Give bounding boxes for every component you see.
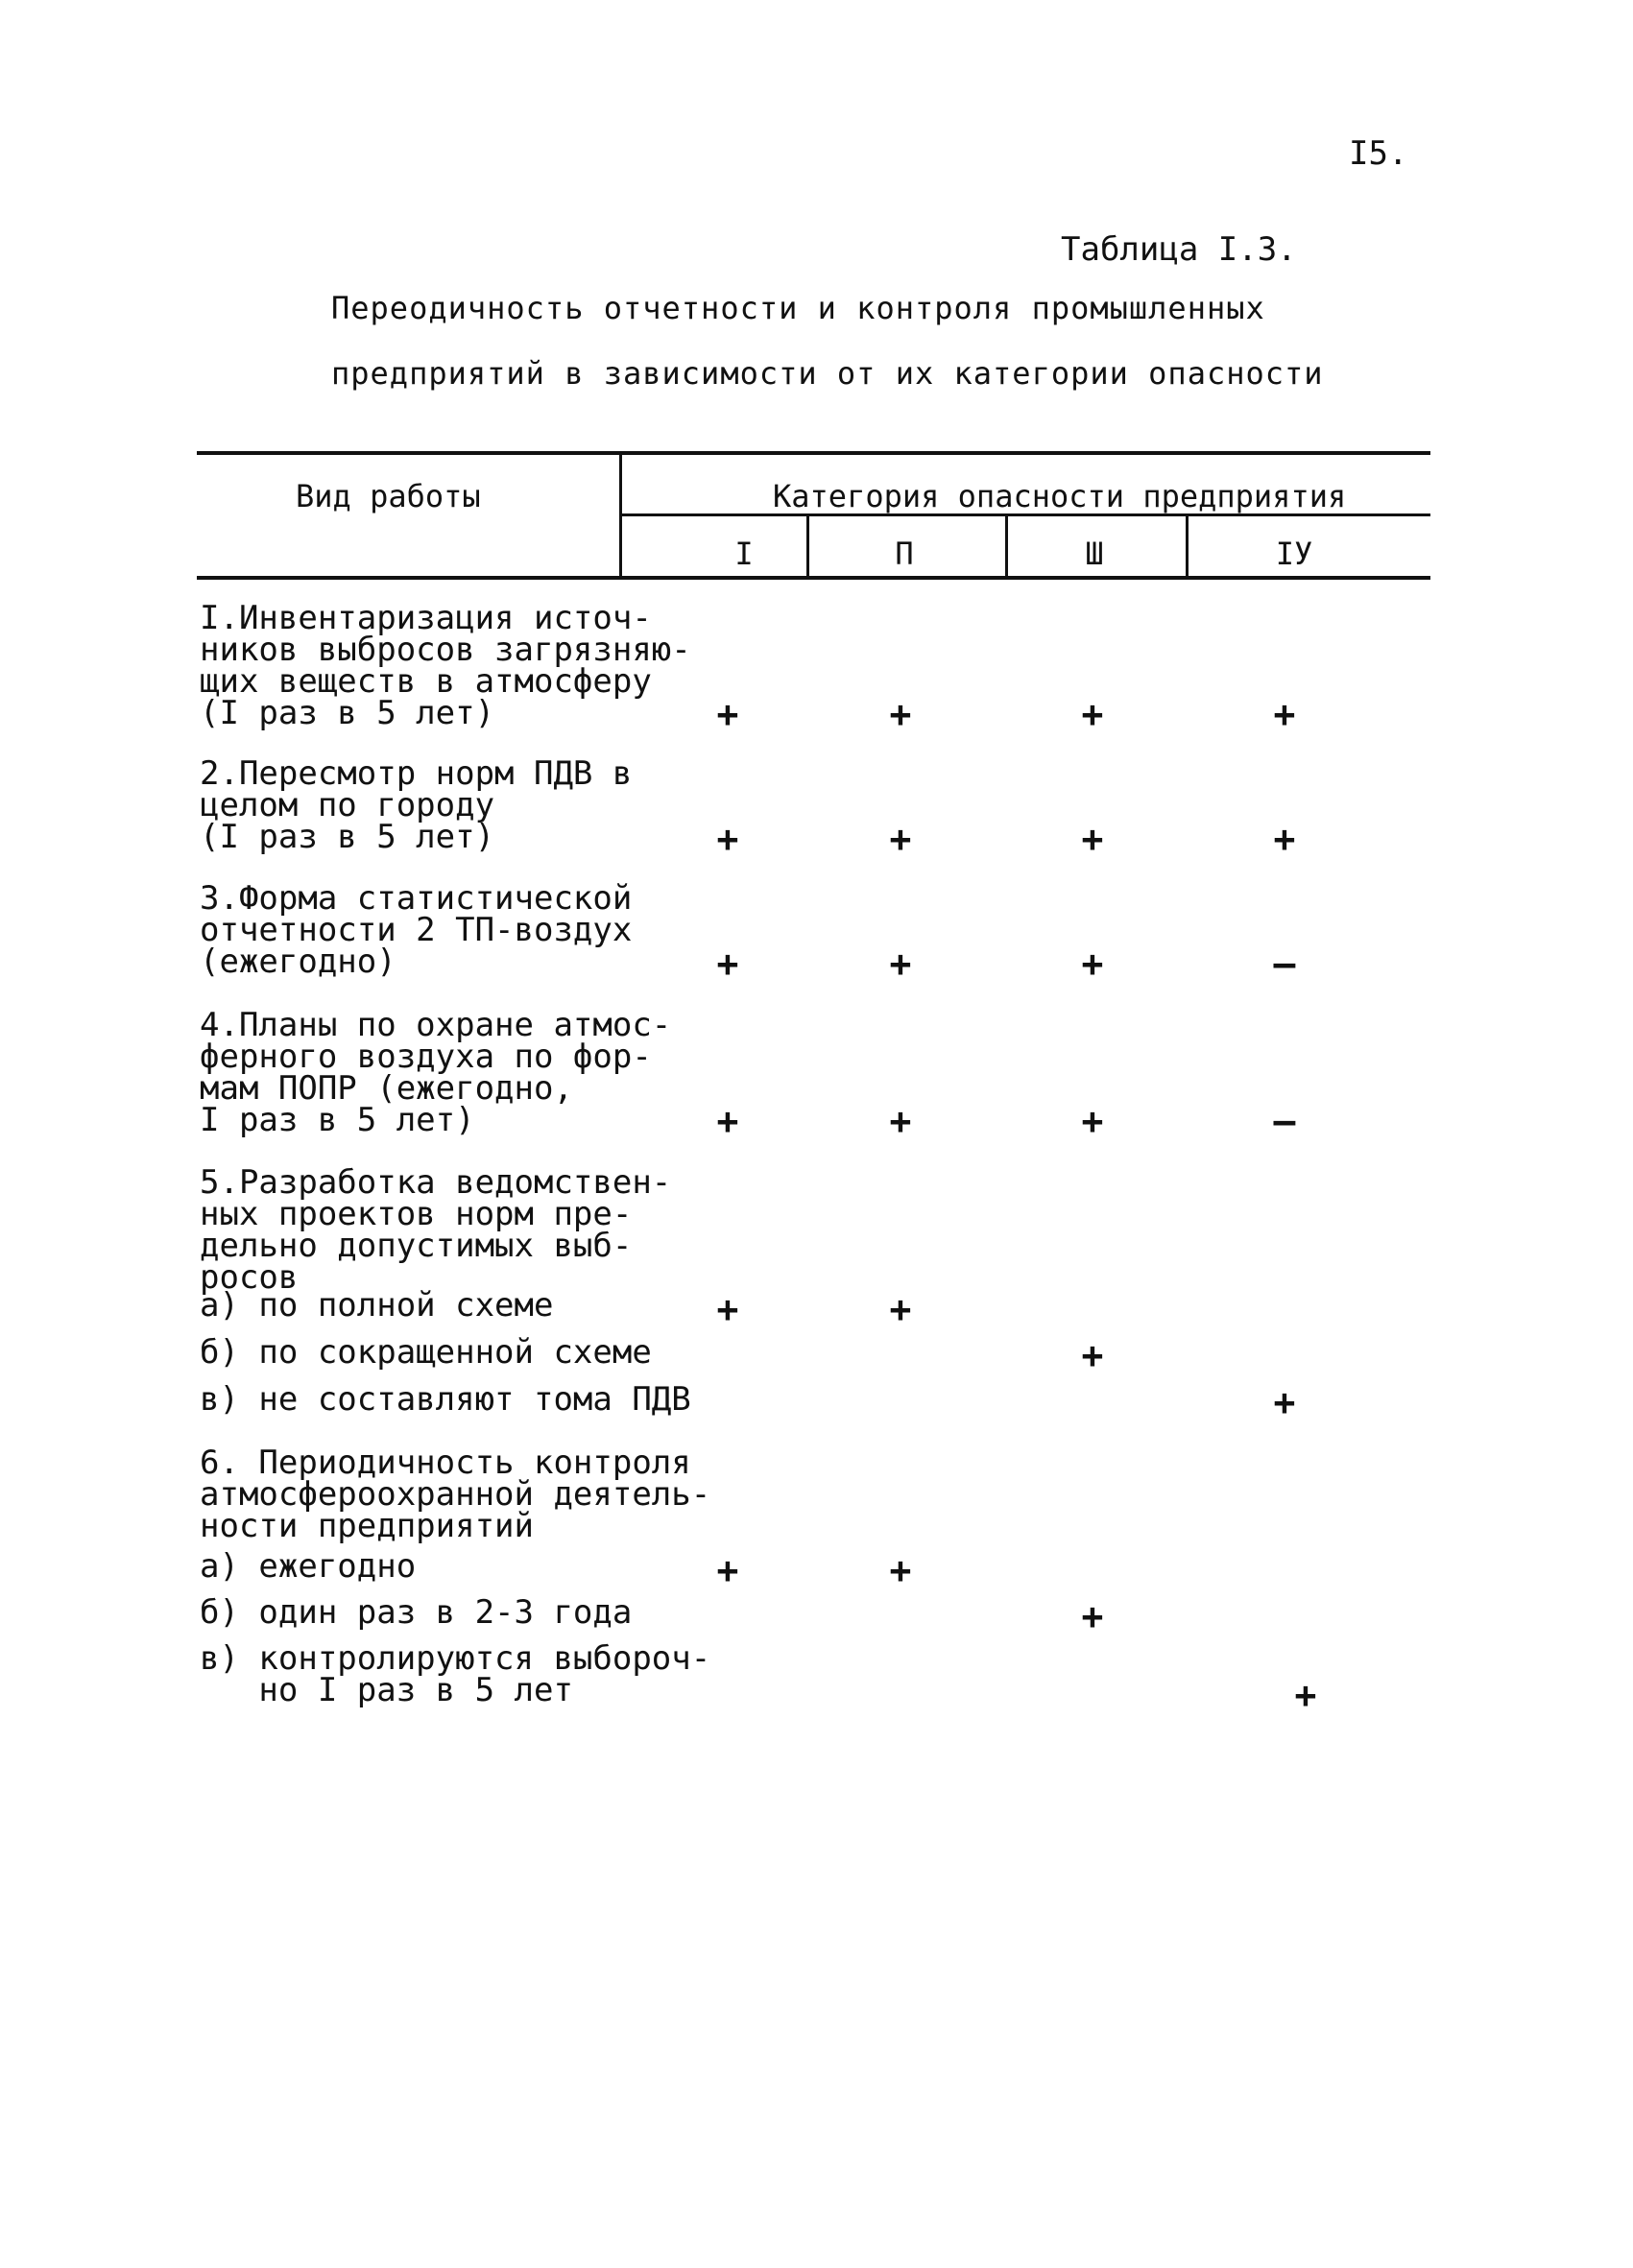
row-text: а) по полной схеме	[200, 1286, 554, 1325]
mark-col-3: +	[1081, 693, 1104, 735]
mark-col-4: +	[1273, 1381, 1296, 1423]
row-text: в) контролируются выбороч- но I раз в 5 лет	[200, 1639, 711, 1709]
mark-col-4: +	[1273, 693, 1296, 735]
mark-col-1: +	[716, 943, 739, 985]
header-column-2: П	[895, 536, 914, 572]
mark-col-1: +	[716, 693, 739, 735]
header-work-type: Вид работы	[296, 478, 481, 514]
row-text: а) ежегодно	[200, 1547, 417, 1586]
table-title-line-2: предприятий в зависимости от их категории опасности	[331, 355, 1324, 392]
table-top-rule	[197, 451, 1430, 455]
mark-col-2: +	[889, 943, 912, 985]
mark-col-4: –	[1273, 1100, 1296, 1142]
row-text: 2.Пересмотр норм ПДВ в целом по городу (I раз в 5 лет)	[200, 754, 633, 856]
row-text: б) один раз в 2-3 года	[200, 1593, 633, 1632]
mark-col-3: +	[1081, 1334, 1104, 1376]
page-number: I5.	[1349, 134, 1408, 173]
row-text: 3.Форма статистической отчетности 2 ТП-воздух (ежегодно)	[200, 879, 633, 981]
row-text: 4.Планы по охране атмос- ферного воздуха по фор- мам ПОПР (ежегодно, I раз в 5 лет)	[200, 1006, 672, 1139]
row-text: в) не составляют тома ПДВ	[200, 1380, 691, 1419]
mark-col-1: +	[716, 1288, 739, 1330]
column-divider-2	[1005, 515, 1008, 576]
row-text: I.Инвентаризация источ- ников выбросов загрязняю- щих веществ в атмосферу (I раз в 5 лет)	[200, 599, 691, 732]
mark-col-2: +	[889, 1288, 912, 1330]
row-text: 5.Разработка ведомствен- ных проектов норм пре- дельно допустимых выб- росов	[200, 1163, 672, 1297]
column-divider-3	[1186, 515, 1189, 576]
mark-col-4: +	[1273, 818, 1296, 860]
mark-col-3: +	[1081, 1595, 1104, 1637]
mark-col-4: +	[1294, 1674, 1317, 1716]
header-column-3: Ш	[1085, 536, 1104, 572]
table-caption: Таблица I.3.	[1061, 230, 1297, 269]
header-bottom-rule	[197, 576, 1430, 580]
mark-col-2: +	[889, 693, 912, 735]
row-text: 6. Периодичность контроля атмосфероохранной деятель- ности предприятий	[200, 1444, 711, 1545]
mark-col-3: +	[1081, 1100, 1104, 1142]
column-divider-1	[806, 515, 809, 576]
row-text: б) по сокращенной схеме	[200, 1333, 652, 1372]
mark-col-4: –	[1273, 943, 1296, 985]
mark-col-3: +	[1081, 818, 1104, 860]
mark-col-1: +	[716, 818, 739, 860]
header-category: Категория опасности предприятия	[773, 478, 1347, 514]
header-divider	[619, 453, 622, 578]
header-column-1: I	[734, 536, 754, 572]
mark-col-1: +	[716, 1549, 739, 1591]
mark-col-2: +	[889, 1549, 912, 1591]
table-title-line-1: Переодичность отчетности и контроля промышленных	[331, 290, 1265, 326]
header-column-4: IУ	[1275, 536, 1313, 572]
mark-col-2: +	[889, 818, 912, 860]
mark-col-2: +	[889, 1100, 912, 1142]
mark-col-1: +	[716, 1100, 739, 1142]
mark-col-3: +	[1081, 943, 1104, 985]
